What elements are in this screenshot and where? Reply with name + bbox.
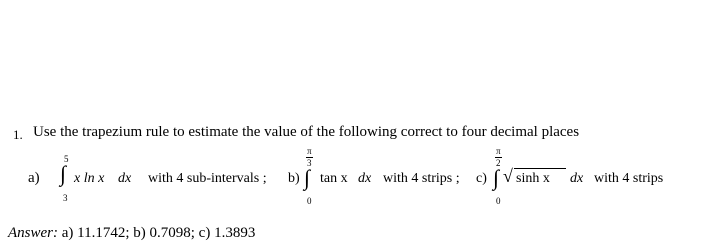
sqrt-vinculum [514,168,566,169]
integral-b-upper-den: 3 [307,158,312,168]
integral-b-upper-num: π [307,146,312,156]
dx-b: dx [358,171,372,186]
answer-line [8,225,255,242]
integrand-b [320,171,348,187]
answer-text: a) 11.1742; b) 0.7098; c) 1.3893 [61,225,256,241]
integrand-b-text: tan x [320,171,348,186]
note-a: with 4 sub-intervals ; [148,171,267,186]
integral-c-upper-den: 2 [496,158,501,168]
integral-a-sign: ∫ [60,161,67,186]
note-c: with 4 strips [594,171,664,186]
integral-c-upper-num: π [496,146,501,156]
part-b-label: b) [288,171,300,186]
answer-label: Answer: [8,225,58,241]
dx-c: dx [570,171,584,186]
note-b: with 4 strips ; [383,171,460,186]
integral-a-upper-limit: 5 [64,154,69,164]
part-a-label: a) [28,170,40,186]
integral-b-lower-limit: 0 [307,196,312,206]
dx-a: dx [118,171,132,186]
question-number: 1. [13,127,23,142]
integral-c-sign: ∫ [493,165,500,190]
question-text: Use the trapezium rule to estimate the value of the following correct to four decimal places [33,124,580,140]
integrand-a: x ln x [74,171,105,186]
integrand-c: sinh x [516,171,550,186]
sqrt-symbol: √ [503,166,513,186]
integral-a-lower-limit: 3 [63,193,68,203]
integral-c-lower-limit: 0 [496,196,501,206]
part-c-label: c) [476,171,487,186]
integral-b-sign: ∫ [304,165,311,190]
